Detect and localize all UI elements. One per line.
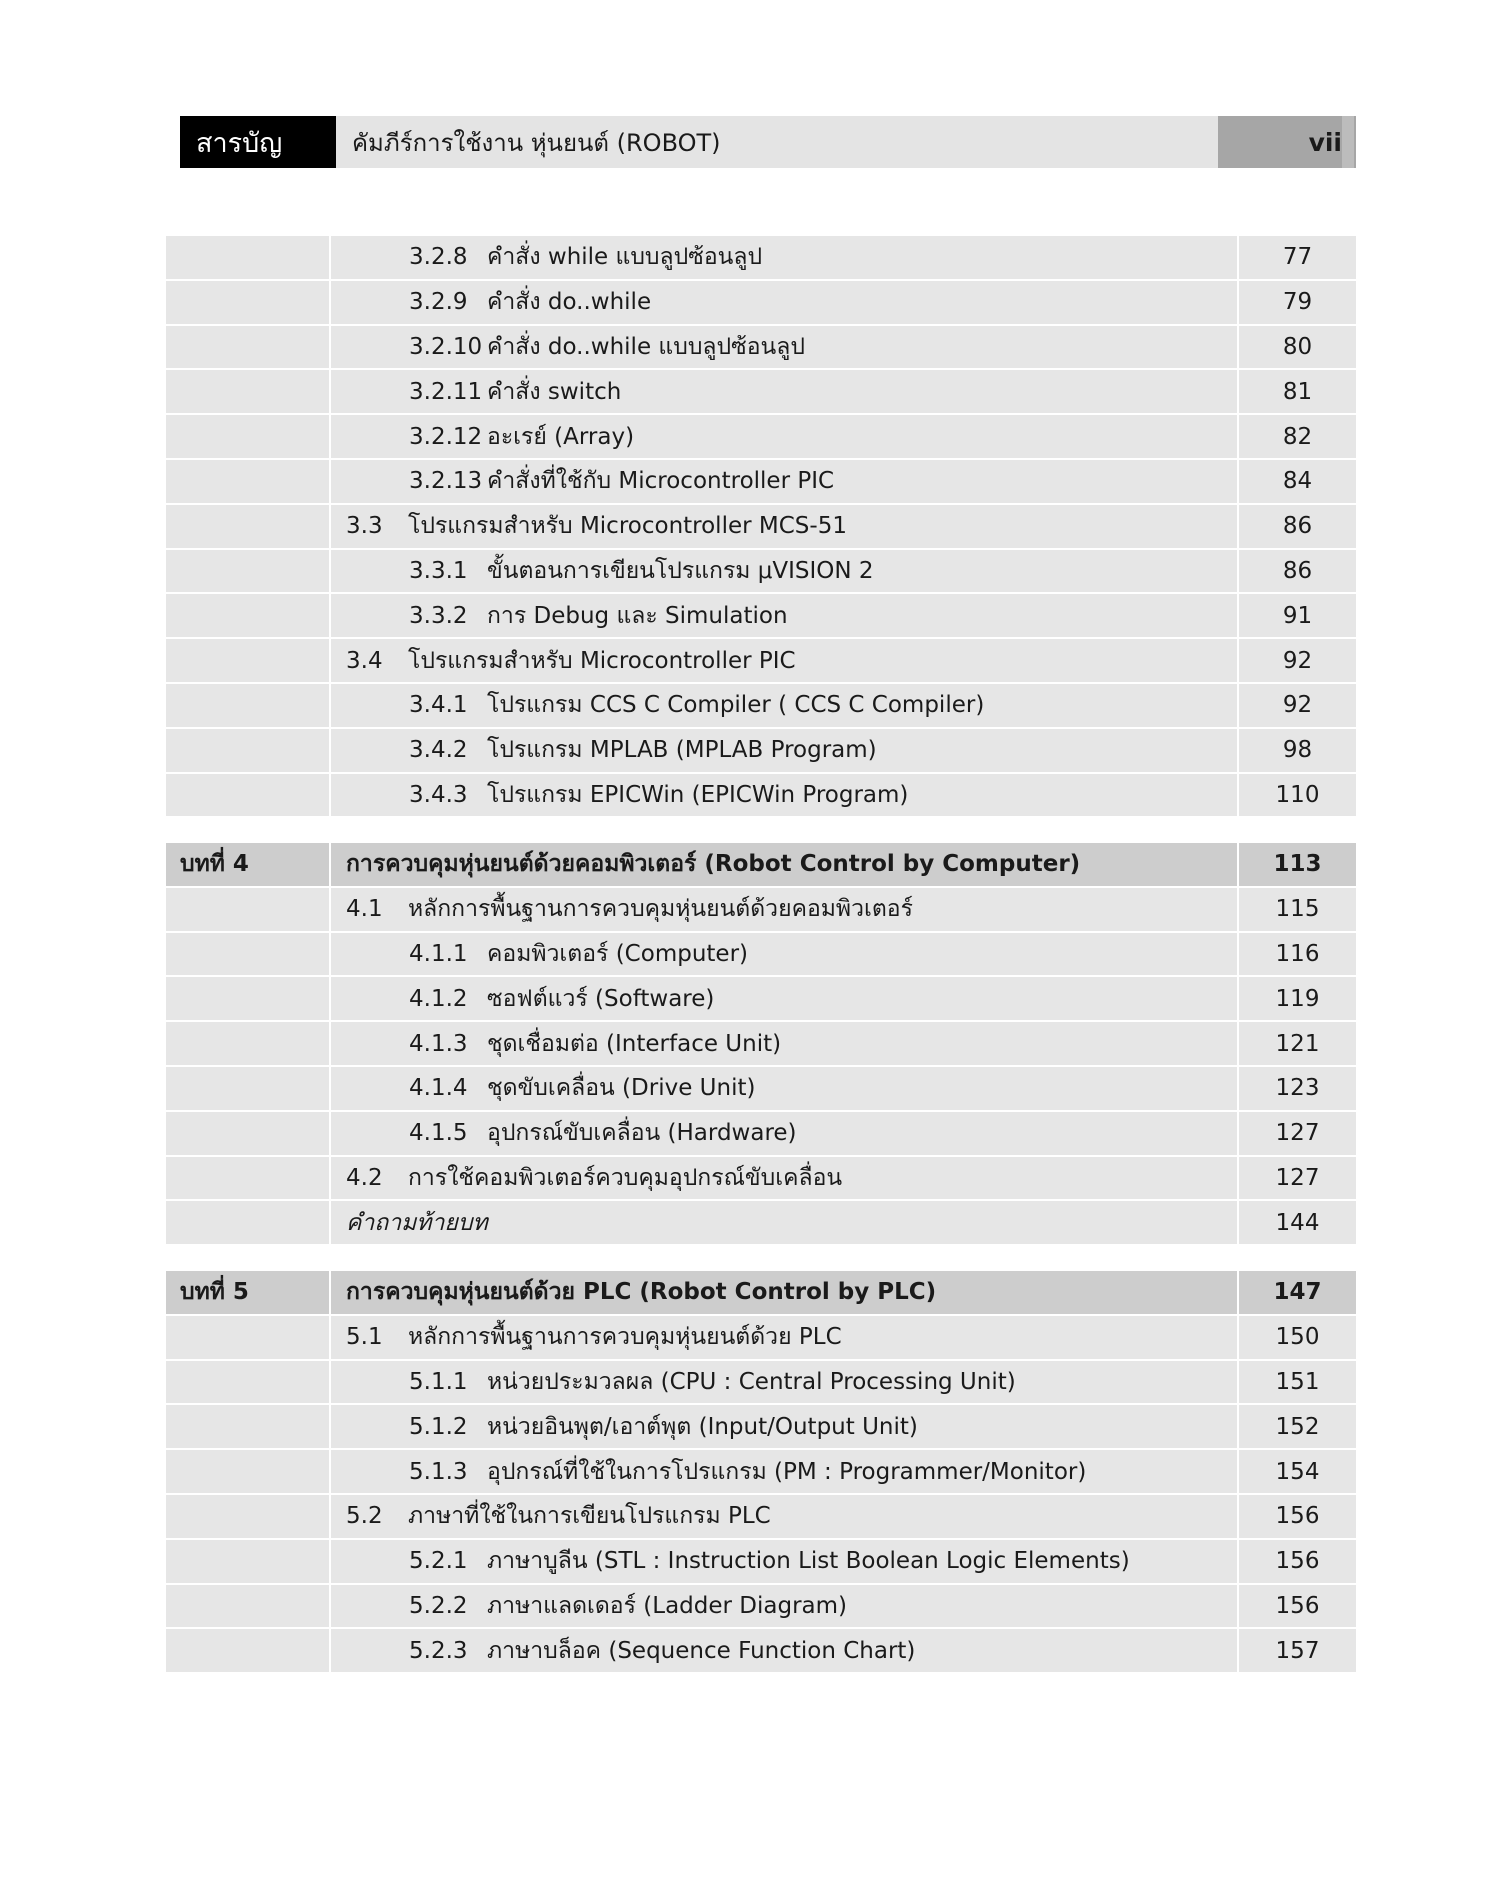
entry-cell [331,594,1239,637]
entry-number: 3.3.2 [409,602,468,629]
empty-cell [166,1022,331,1065]
entry-page: 152 [1275,1413,1320,1440]
empty-cell [166,236,331,279]
toc-entry-row [166,505,1356,550]
entry-page: 157 [1275,1637,1320,1664]
toc-entry-row [166,1022,1356,1067]
entry-cell [331,236,1239,279]
entry-title: คำสั่ง while แบบลูปซ้อนลูป [487,244,763,271]
entry-number: 3.2.9 [409,289,468,316]
entry-number: 3.3.1 [409,557,468,584]
entry-cell [331,774,1239,817]
entry-page: 79 [1282,289,1313,316]
entry-number: 4.1.1 [409,940,468,967]
entry-title: โปรแกรม CCS C Compiler ( CCS C Compiler) [487,692,985,719]
entry-page: 92 [1282,692,1313,719]
entry-title: หลักการพื้นฐานการควบคุมหุ่นยนต์ด้วย PLC [408,1324,842,1351]
chapter-title: การควบคุมหุ่นยนต์ด้วยคอมพิวเตอร์ (Robot Control by Computer) [331,843,1239,886]
entry-number: 3.4.3 [409,781,468,808]
entry-title: หน่วยอินพุต/เอาต์พุต (Input/Output Unit) [487,1413,918,1440]
entry-page: 123 [1275,1075,1320,1102]
empty-cell [166,594,331,637]
toc-entry-row [166,1540,1356,1585]
entry-number: 4.1 [346,896,383,923]
entry-title: คอมพิวเตอร์ (Computer) [487,940,748,967]
toc-entry-row [166,977,1356,1022]
entry-title: ภาษาแลดเดอร์ (Ladder Diagram) [487,1592,848,1619]
entry-cell [331,639,1239,682]
entry-cell [331,1157,1239,1200]
toc-entry-row [166,684,1356,729]
questions-row [166,1201,1356,1246]
empty-cell [166,1112,331,1155]
entry-cell [331,281,1239,324]
toc-entry-row [166,933,1356,978]
toc-entry-row [166,281,1356,326]
entry-number: 3.4.2 [409,737,468,764]
entry-page: 121 [1275,1030,1320,1057]
entry-page: 115 [1275,896,1320,923]
entry-number: 5.1.1 [409,1368,468,1395]
chapter-page: 113 [1273,851,1322,878]
entry-cell [331,1022,1239,1065]
toc-entry-row [166,550,1356,595]
toc-entry-row [166,370,1356,415]
entry-title: โปรแกรม MPLAB (MPLAB Program) [487,737,877,764]
entry-cell [331,933,1239,976]
entry-number: 3.2.8 [409,244,468,271]
entry-cell [331,1585,1239,1628]
toc-entry-row [166,729,1356,774]
entry-title: อุปกรณ์ขับเคลื่อน (Hardware) [487,1120,797,1147]
empty-cell [166,1450,331,1493]
entry-cell [331,888,1239,931]
entry-title: อุปกรณ์ที่ใช้ในการโปรแกรม (PM : Programmer/Monitor) [487,1458,1087,1485]
empty-cell [166,326,331,369]
entry-number: 3.2.12 [409,423,483,450]
entry-cell [331,1629,1239,1672]
toc-entry-row [166,1450,1356,1495]
entry-page: 156 [1275,1592,1320,1619]
toc-entry-row [166,236,1356,281]
entry-title: ขั้นตอนการเขียนโปรแกรม μVISION 2 [487,557,874,584]
entry-number: 5.2.2 [409,1592,468,1619]
entry-cell [331,415,1239,458]
entry-number: 5.1.2 [409,1413,468,1440]
empty-cell [166,1495,331,1538]
entry-cell [331,977,1239,1020]
chapter-label: บทที่ 4 [166,843,331,886]
entry-page: 82 [1282,423,1313,450]
entry-number: 3.3 [346,513,383,540]
entry-cell [331,729,1239,772]
empty-cell [166,684,331,727]
entry-title: คำสั่งที่ใช้กับ Microcontroller PIC [487,468,835,495]
entry-cell [331,1405,1239,1448]
entry-cell [331,370,1239,413]
empty-cell [166,774,331,817]
entry-cell [331,684,1239,727]
entry-cell [331,326,1239,369]
empty-cell [166,1361,331,1404]
empty-cell [166,505,331,548]
empty-cell [166,370,331,413]
empty-cell [166,977,331,1020]
toc-entry-row [166,888,1356,933]
entry-page: 81 [1282,378,1313,405]
entry-number: 4.1.2 [409,985,468,1012]
entry-cell [331,550,1239,593]
toc-group-chapter-3 [166,236,1356,818]
empty-cell [166,281,331,324]
toc-entry-row [166,1316,1356,1361]
entry-page: 150 [1275,1324,1320,1351]
header-stripe [1342,116,1354,168]
toc-entry-row [166,1112,1356,1157]
entry-page: 98 [1282,737,1313,764]
toc-entry-row [166,1405,1356,1450]
entry-page: 110 [1275,781,1320,808]
toc-entry-row [166,460,1356,505]
chapter-page: 147 [1273,1279,1322,1306]
entry-title: การ Debug และ Simulation [487,602,788,629]
entry-cell [331,1540,1239,1583]
entry-page: 116 [1275,940,1320,967]
entry-title: โปรแกรมสำหรับ Microcontroller PIC [408,647,796,674]
chapter-title: การควบคุมหุ่นยนต์ด้วย PLC (Robot Control by PLC) [331,1271,1239,1314]
entry-title: ซอฟต์แวร์ (Software) [487,985,715,1012]
empty-cell [166,1201,331,1244]
toc-entry-row [166,1629,1356,1674]
empty-cell [166,1405,331,1448]
entry-title: การใช้คอมพิวเตอร์ควบคุมอุปกรณ์ขับเคลื่อน [408,1164,843,1191]
empty-cell [166,888,331,931]
toc-entry-row [166,1361,1356,1406]
entry-cell [331,505,1239,548]
empty-cell [166,1585,331,1628]
toc-entry-row [166,594,1356,639]
empty-cell [166,933,331,976]
chapter-label: บทที่ 5 [166,1271,331,1314]
entry-cell [331,1112,1239,1155]
entry-page: 86 [1282,557,1313,584]
entry-title: โปรแกรมสำหรับ Microcontroller MCS-51 [408,513,847,540]
entry-number: 3.2.10 [409,333,483,360]
entry-cell [331,1067,1239,1110]
entry-title: ภาษาบล็อค (Sequence Function Chart) [487,1637,916,1664]
entry-page: 151 [1275,1368,1320,1395]
entry-title: ชุดเชื่อมต่อ (Interface Unit) [487,1030,782,1057]
entry-cell [331,1361,1239,1404]
entry-page: 156 [1275,1548,1320,1575]
entry-page: 92 [1282,647,1313,674]
entry-page: 84 [1282,468,1313,495]
toc-entry-row [166,1495,1356,1540]
entry-number: 5.1.3 [409,1458,468,1485]
toc-entry-row [166,326,1356,371]
entry-page: 156 [1275,1503,1320,1530]
entry-page: 127 [1275,1120,1320,1147]
book-title: คัมภีร์การใช้งาน หุ่นยนต์ (ROBOT) [352,128,721,157]
entry-page: 80 [1282,333,1313,360]
entry-cell [331,1201,1239,1244]
entry-cell [331,1495,1239,1538]
entry-number: 5.2 [346,1503,383,1530]
entry-title: คำสั่ง do..while [487,289,652,316]
toc-entry-row [166,1585,1356,1630]
entry-title: คำสั่ง do..while แบบลูปซ้อนลูป [487,333,805,360]
entry-title: ภาษาที่ใช้ในการเขียนโปรแกรม PLC [408,1503,771,1530]
toc-entry-row [166,1157,1356,1202]
toc-entry-row [166,774,1356,819]
entry-page: 91 [1282,602,1313,629]
entry-number: 5.2.3 [409,1637,468,1664]
entry-cell [331,1450,1239,1493]
empty-cell [166,550,331,593]
entry-number: 5.2.1 [409,1548,468,1575]
entry-title: ชุดขับเคลื่อน (Drive Unit) [487,1075,756,1102]
empty-cell [166,460,331,503]
toc-entry-row [166,415,1356,460]
entry-title: อะเรย์ (Array) [487,423,635,450]
chapter-row [166,843,1356,888]
entry-number: 5.1 [346,1324,383,1351]
entry-page: 77 [1282,244,1313,271]
entry-cell [331,460,1239,503]
entry-title: หลักการพื้นฐานการควบคุมหุ่นยนต์ด้วยคอมพิวเตอร์ [408,896,913,923]
empty-cell [166,1629,331,1672]
entry-title: หน่วยประมวลผล (CPU : Central Processing Unit) [487,1368,1016,1395]
page-header [180,116,1356,168]
entry-title: ภาษาบูลีน (STL : Instruction List Boolean Logic Elements) [487,1548,1130,1575]
entry-page: 119 [1275,985,1320,1012]
empty-cell [166,1157,331,1200]
entry-title: คำถามท้ายบท [346,1209,488,1236]
entry-number: 3.2.13 [409,468,483,495]
chapter-row [166,1271,1356,1316]
entry-number: 4.1.3 [409,1030,468,1057]
empty-cell [166,639,331,682]
empty-cell [166,1067,331,1110]
empty-cell [166,415,331,458]
toc-entry-row [166,1067,1356,1112]
entry-number: 4.1.4 [409,1075,468,1102]
entry-page: 127 [1275,1164,1320,1191]
toc-group-chapter-4 [166,843,1356,1246]
entry-number: 4.2 [346,1164,383,1191]
entry-cell [331,1316,1239,1359]
entry-number: 3.4.1 [409,692,468,719]
empty-cell [166,729,331,772]
toc-group-chapter-5 [166,1271,1356,1674]
entry-number: 3.2.11 [409,378,483,405]
page-number: vii [1218,116,1356,168]
entry-title: โปรแกรม EPICWin (EPICWin Program) [487,781,909,808]
entry-number: 3.4 [346,647,383,674]
toc-entry-row [166,639,1356,684]
entry-number: 4.1.5 [409,1120,468,1147]
entry-page: 144 [1275,1209,1320,1236]
entry-page: 86 [1282,513,1313,540]
entry-page: 154 [1275,1458,1320,1485]
entry-title: คำสั่ง switch [487,378,622,405]
empty-cell [166,1316,331,1359]
empty-cell [166,1540,331,1583]
section-label: สารบัญ [180,116,336,168]
